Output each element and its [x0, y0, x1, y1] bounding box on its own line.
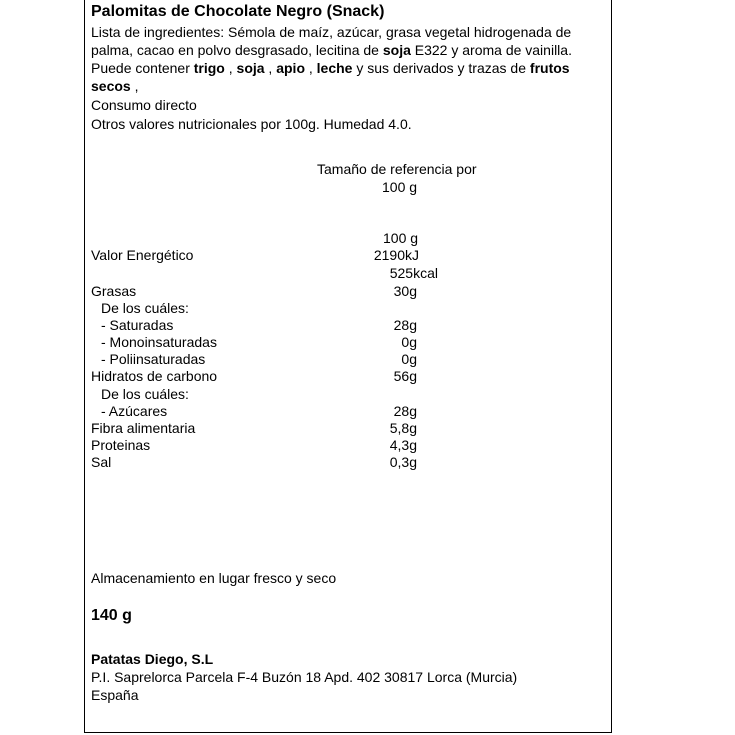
company-country: España [91, 687, 139, 703]
ingredients-line-2 [91, 42, 572, 59]
nutrient-value: 28g [393, 317, 417, 333]
nutrient-value: 56g [393, 368, 417, 384]
nutrient-sublabel: De los cuáles: [101, 386, 189, 402]
ingredients-line-3 [91, 60, 570, 77]
allergen-frutos: frutos [529, 60, 570, 76]
other-values-text: Otros valores nutricionales por 100g. Humedad 4.0. [91, 116, 412, 132]
allergen-secos: secos [91, 78, 131, 94]
ingredients-text: palma, cacao en polvo desgrasado, lecitina de [91, 42, 383, 58]
ingredients-text: Lista de ingredientes: Sémola de maíz, azúcar, grasa vegetal hidrogenada de [91, 24, 572, 40]
nutrient-label: Fibra alimentaria [91, 420, 196, 436]
allergen-trigo: trigo [193, 60, 225, 76]
nutrient-value: 2190kJ [373, 247, 419, 263]
separator: , [224, 60, 237, 76]
nutrient-value: 525kcal [389, 265, 438, 281]
allergen-soja: soja [382, 42, 411, 58]
column-header: 100 g [383, 230, 419, 246]
nutrient-label: Grasas [91, 283, 137, 299]
product-title: Palomitas de Chocolate Negro (Snack) [91, 3, 385, 20]
nutrient-label: Proteinas [91, 437, 151, 453]
ingredients-text: E322 y aroma de vainilla. [410, 42, 572, 58]
separator: , [305, 60, 317, 76]
nutrient-label: Sal [91, 454, 112, 470]
ingredients-text: Puede contener [91, 60, 194, 76]
allergen-soja: soja [236, 60, 265, 76]
allergen-apio: apio [276, 60, 305, 76]
ingredients-text: , [130, 78, 139, 94]
nutrient-label: Valor Energético [91, 247, 194, 263]
consumo-text: Consumo directo [91, 97, 197, 113]
allergen-leche: leche [316, 60, 353, 76]
nutrient-label: - Monoinsaturadas [101, 334, 217, 350]
separator: , [264, 60, 277, 76]
nutrient-label: - Poliinsaturadas [101, 351, 206, 367]
company-name: Patatas Diego, S.L [91, 651, 214, 667]
nutrient-value: 0g [401, 334, 417, 350]
nutrient-value: 4,3g [389, 437, 417, 453]
nutrient-label: - Azúcares [101, 403, 168, 419]
net-weight: 140 g [91, 607, 132, 624]
nutrient-value: 0g [401, 351, 417, 367]
company-address: P.I. Saprelorca Parcela F-4 Buzón 18 Apd. 402 30817 Lorca (Murcia) [91, 669, 518, 685]
nutrient-value: 28g [393, 403, 417, 419]
ingredients-line-1 [91, 24, 571, 41]
nutrient-sublabel: De los cuáles: [101, 300, 189, 316]
nutrient-value: 30g [393, 283, 417, 299]
nutrient-label: - Saturadas [101, 317, 174, 333]
ingredients-text: y sus derivados y trazas de [352, 60, 530, 76]
nutrient-label: Hidratos de carbono [91, 368, 218, 384]
storage-text: Almacenamiento en lugar fresco y seco [91, 570, 337, 586]
ingredients-line-4 [91, 78, 138, 95]
reference-size-label: Tamaño de referencia por [317, 161, 477, 177]
reference-size-value: 100 g [382, 179, 418, 195]
nutrient-value: 0,3g [389, 454, 417, 470]
nutrient-value: 5,8g [389, 420, 417, 436]
